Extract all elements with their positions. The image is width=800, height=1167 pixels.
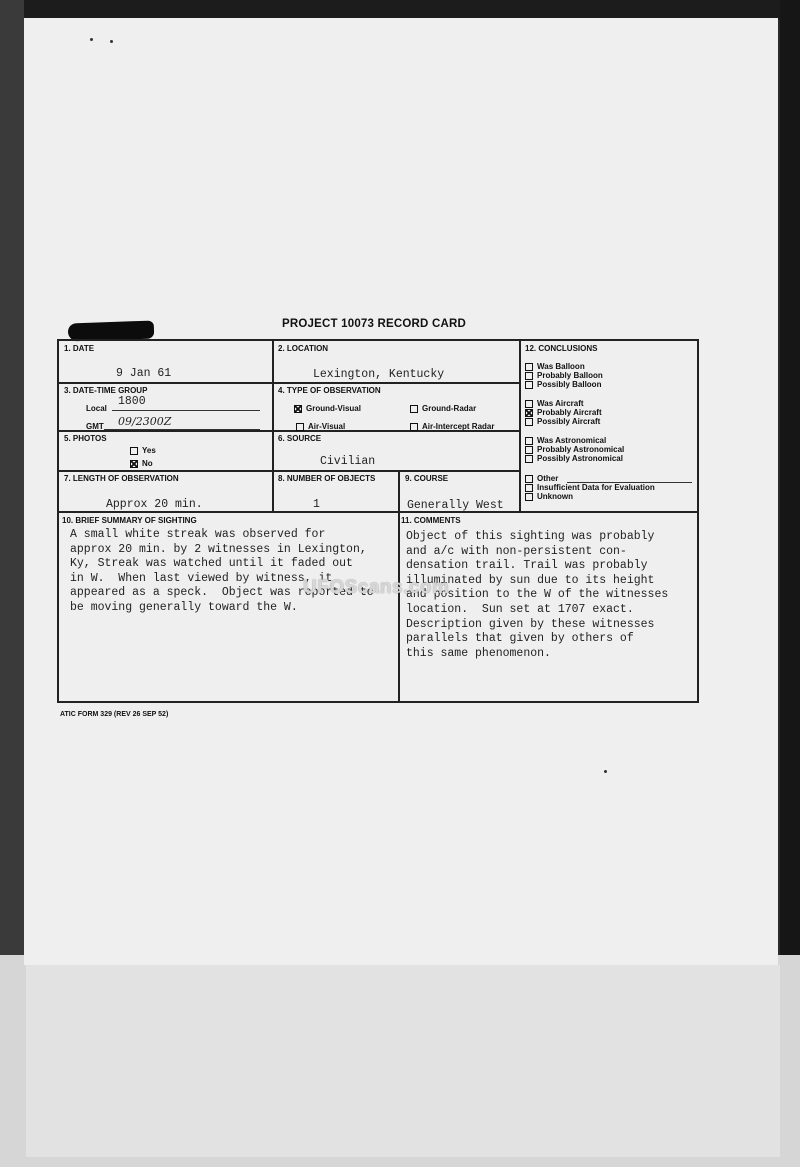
text-line: and position to the W of the witnesses xyxy=(406,588,669,602)
text-line: location. Sun set at 1707 exact. xyxy=(406,602,634,616)
text-line: A small white streak was observed for xyxy=(70,528,326,541)
text-line: Ky, Streak was watched until it faded out xyxy=(70,557,353,571)
conclusion-label: Other xyxy=(537,474,559,483)
text-line: parallels that given by others of xyxy=(406,632,634,646)
text-line: Object of this sighting was probably xyxy=(406,530,655,543)
text-line: appeared as a speck. Object was reported to xyxy=(70,586,374,600)
ground-visual-option xyxy=(294,404,361,413)
gmt-value: 09/2300Z xyxy=(118,415,172,428)
text-line: and a/c with non-persistent con- xyxy=(406,544,627,558)
location-value: Lexington, Kentucky xyxy=(313,368,445,381)
conclusion-item xyxy=(525,371,603,380)
checkbox-icon xyxy=(296,423,304,431)
length-label: 7. LENGTH OF OBSERVATION xyxy=(64,474,179,483)
course-label: 9. COURSE xyxy=(405,474,449,483)
photos-label: 5. PHOTOS xyxy=(64,434,107,443)
text-line: densation trail. Trail was probably xyxy=(406,559,648,573)
other-underline xyxy=(567,482,692,483)
ground-radar-option xyxy=(410,404,476,413)
option-label: No xyxy=(142,459,153,468)
option-label: Ground-Visual xyxy=(306,404,361,413)
air-visual-option xyxy=(296,422,345,431)
summary-text xyxy=(70,528,374,616)
text-line: be moving generally toward the W. xyxy=(70,600,298,614)
comments-label: 11. COMMENTS xyxy=(401,516,461,525)
conclusion-label: Possibly Balloon xyxy=(537,380,602,389)
checkbox-icon xyxy=(525,400,533,408)
checkbox-icon xyxy=(525,484,533,492)
checkbox-icon xyxy=(525,455,533,463)
lower-page-sheet xyxy=(26,965,780,1157)
option-label: Air-Visual xyxy=(308,422,346,431)
summary-label: 10. BRIEF SUMMARY OF SIGHTING xyxy=(62,516,197,525)
photos-yes-option xyxy=(130,446,156,455)
type-label: 4. TYPE OF OBSERVATION xyxy=(278,386,381,395)
objects-value: 1 xyxy=(313,498,320,511)
scan-border-left xyxy=(0,0,24,960)
conclusion-item xyxy=(525,454,623,463)
conclusion-label: Possibly Aircraft xyxy=(537,417,601,426)
conclusion-label: Probably Balloon xyxy=(537,371,603,380)
divider xyxy=(59,470,520,472)
dtg-label: 3. DATE-TIME GROUP xyxy=(64,386,148,395)
form-number: ATIC FORM 329 (REV 26 SEP 52) xyxy=(60,711,169,718)
checkbox-icon xyxy=(525,493,533,501)
location-label: 2. LOCATION xyxy=(278,344,329,353)
conclusion-label: Probably Astronomical xyxy=(537,445,625,454)
conclusion-item xyxy=(525,408,602,417)
divider xyxy=(272,341,274,511)
conclusion-label: Possibly Astronomical xyxy=(537,454,623,463)
conclusion-item xyxy=(525,474,558,483)
watermark: UFOScans.com xyxy=(303,577,450,598)
checkbox-icon xyxy=(130,447,138,455)
conclusion-item xyxy=(525,445,624,454)
conclusion-label: Was Balloon xyxy=(537,362,585,371)
conclusion-item xyxy=(525,362,585,371)
source-label: 6. SOURCE xyxy=(278,434,322,443)
card-title: PROJECT 10073 RECORD CARD xyxy=(282,318,466,330)
gmt-underline xyxy=(104,429,260,430)
air-intercept-option xyxy=(410,422,494,431)
date-label: 1. DATE xyxy=(64,344,95,353)
conclusion-item xyxy=(525,380,601,389)
checkbox-icon xyxy=(525,418,533,426)
checked-box-icon xyxy=(525,409,533,417)
divider xyxy=(519,341,521,511)
checkbox-icon xyxy=(525,372,533,380)
scan-border-top xyxy=(0,0,800,20)
date-value: 9 Jan 61 xyxy=(116,367,172,380)
text-line: illuminated by sun due to its height xyxy=(406,573,655,587)
text-line: Description given by these witnesses xyxy=(406,617,655,631)
scan-speck xyxy=(90,38,93,41)
checkbox-icon xyxy=(525,363,533,371)
conclusion-item xyxy=(525,399,584,408)
checkbox-icon xyxy=(525,446,533,454)
divider xyxy=(59,511,698,513)
local-label: Local xyxy=(86,404,107,413)
option-label: Air-Intercept Radar xyxy=(422,422,495,431)
conclusions-label: 12. CONCLUSIONS xyxy=(525,344,598,353)
checkbox-icon xyxy=(410,405,418,413)
photos-no-option xyxy=(130,459,153,468)
conclusion-item xyxy=(525,492,573,501)
conclusion-label: Unknown xyxy=(537,492,573,501)
scan-speck xyxy=(604,770,607,773)
conclusion-item xyxy=(525,436,606,445)
divider xyxy=(59,382,520,384)
conclusion-item xyxy=(525,483,655,492)
conclusion-label: Insufficient Data for Evaluation xyxy=(537,483,655,492)
checkbox-icon xyxy=(525,437,533,445)
source-value: Civilian xyxy=(320,455,376,468)
checkbox-icon xyxy=(525,475,533,483)
local-underline xyxy=(112,410,260,411)
text-line: in W. When last viewed by witness, it xyxy=(70,571,333,585)
checked-box-icon xyxy=(294,405,302,413)
conclusion-item xyxy=(525,417,600,426)
objects-label: 8. NUMBER OF OBJECTS xyxy=(278,474,376,483)
option-label: Ground-Radar xyxy=(422,404,477,413)
checked-box-icon xyxy=(130,460,138,468)
conclusion-label: Was Astronomical xyxy=(537,436,607,445)
gmt-label: GMT xyxy=(86,422,104,431)
course-value: Generally West xyxy=(407,499,504,512)
local-value: 1800 xyxy=(118,395,146,408)
text-line: this same phenomenon. xyxy=(406,646,551,660)
checkbox-icon xyxy=(525,381,533,389)
length-value: Approx 20 min. xyxy=(106,498,203,511)
option-label: Yes xyxy=(142,446,156,455)
checkbox-icon xyxy=(410,423,418,431)
scan-speck xyxy=(110,40,113,43)
conclusion-label: Probably Aircraft xyxy=(537,408,602,417)
text-line: approx 20 min. by 2 witnesses in Lexington, xyxy=(70,542,367,556)
conclusion-label: Was Aircraft xyxy=(537,399,584,408)
